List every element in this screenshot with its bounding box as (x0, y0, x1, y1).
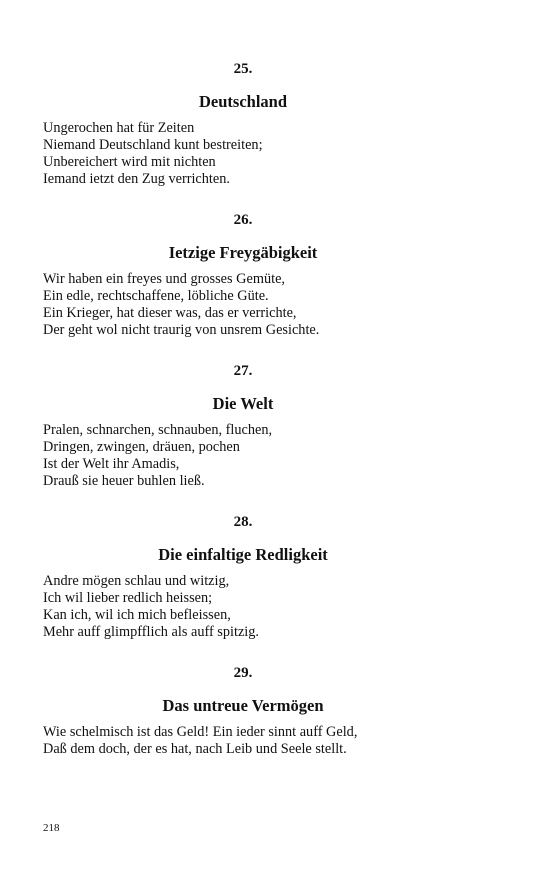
poem-26 (43, 211, 443, 339)
poem-title: Ietzige Freygäbigkeit (168, 243, 318, 262)
poem-lines (43, 724, 443, 758)
poem-line: Der geht wol nicht traurig von unsrem Gesichte. (43, 322, 320, 338)
page-number: 218 (43, 822, 60, 834)
poem-line: Ein Krieger, hat dieser was, das er verrichte, (43, 305, 297, 321)
poem-lines (43, 120, 443, 188)
poem-29 (43, 664, 443, 758)
poem-line: Andre mögen schlau und witzig, (43, 573, 230, 589)
poem-25 (43, 60, 443, 188)
poem-number: 29. (233, 665, 253, 681)
poem-number: 25. (233, 61, 253, 77)
poem-number: 27. (233, 363, 253, 379)
poem-lines (43, 422, 443, 490)
poem-28 (43, 513, 443, 641)
poem-line: Wie schelmisch ist das Geld! Ein ieder sinnt auff Geld, (43, 724, 358, 740)
poem-line: Kan ich, wil ich mich befleissen, (43, 607, 231, 623)
poem-line: Ich wil lieber redlich heissen; (43, 590, 213, 606)
poem-title: Die einfaltige Redligkeit (158, 545, 328, 564)
poem-line: Drauß sie heuer buhlen ließ. (43, 473, 205, 489)
poem-title: Deutschland (198, 92, 288, 111)
poem-line: Ist der Welt ihr Amadis, (43, 456, 180, 472)
poem-line: Niemand Deutschland kunt bestreiten; (43, 137, 263, 153)
poem-line: Ungerochen hat für Zeiten (43, 120, 195, 136)
poem-line: Pralen, schnarchen, schnauben, fluchen, (43, 422, 273, 438)
poem-line: Daß dem doch, der es hat, nach Leib und Seele stellt. (43, 741, 347, 757)
poem-line: Mehr auff glimpfflich als auff spitzig. (43, 624, 259, 640)
poem-number: 28. (233, 514, 253, 530)
poem-line: Wir haben ein freyes und grosses Gemüte, (43, 271, 285, 287)
poem-number: 26. (233, 212, 253, 228)
poem-line: Dringen, zwingen, dräuen, pochen (43, 439, 240, 455)
poem-27 (43, 362, 443, 490)
poem-line: Ein edle, rechtschaffene, löbliche Güte. (43, 288, 269, 304)
poem-lines (43, 271, 443, 339)
poem-title: Das untreue Vermögen (162, 696, 324, 715)
poem-line: Unbereichert wird mit nichten (43, 154, 216, 170)
poem-lines (43, 573, 443, 641)
poem-line: Iemand ietzt den Zug verrichten. (43, 171, 230, 187)
poem-title: Die Welt (212, 394, 274, 413)
